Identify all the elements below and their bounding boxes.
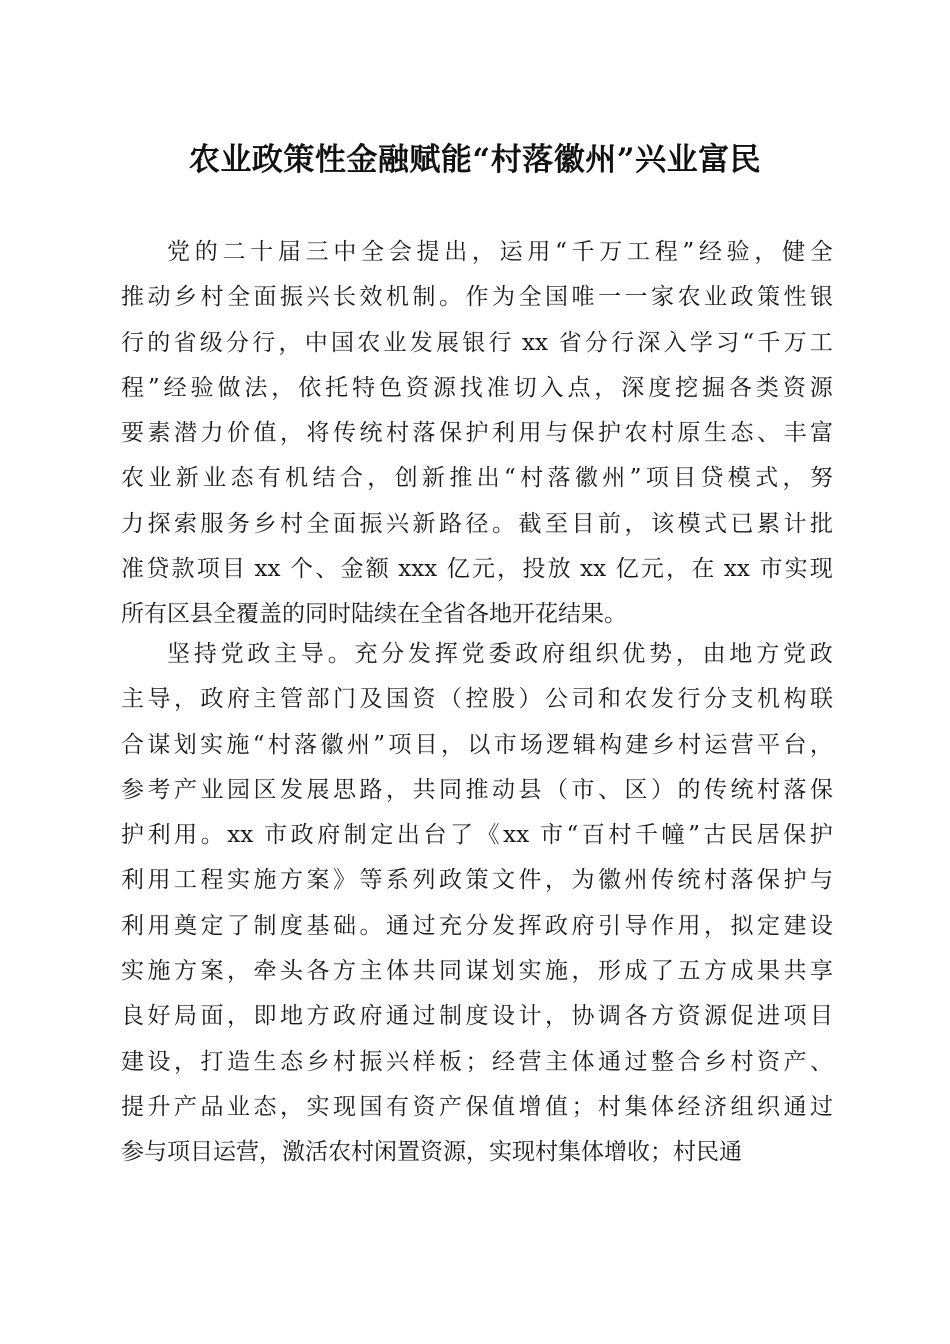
- text-line: 准 贷 款 项 目 xx 个 、 金 额 xxx 亿 元 ， 投 放 xx 亿 元 ， 在 xx 市 实 现: [121, 556, 833, 583]
- page-title: 农业政策性金融赋能“村落徽州”兴业富民: [188, 142, 762, 178]
- text-line: 推 动 乡 村 全 面 振 兴 长 效 机 制 。 作 为 全 国 唯 一 一 家 农 业 政 策 性 银: [121, 284, 833, 311]
- text-line: 主 导 ， 政 府 主 管 部 门 及 国 资 （ 控 股 ） 公 司 和 农 发 行 分 支 机 构 联: [121, 686, 833, 713]
- text-line: 实 施 方 案 ， 牵 头 各 方 主 体 共 同 谋 划 实 施 ， 形 成 了 五 方 成 果 共 享: [121, 958, 833, 985]
- text-line: 护 利 用 。 xx 市 政 府 制 定 出 台 了 《 xx 市 “ 百 村 千 幢 ” 古 民 居 保 护: [121, 822, 833, 849]
- text-line: 党 的 二 十 届 三 中 全 会 提 出 ， 运 用 “ 千 万 工 程 ” 经 验 ， 健 全: [121, 239, 833, 265]
- text-line: 要 素 潜 力 价 值 ， 将 传 统 村 落 保 护 利 用 与 保 护 农 村 原 生 态 、 丰 富: [121, 420, 833, 447]
- text-line: 良 好 局 面 ， 即 地 方 政 府 通 过 制 度 设 计 ， 协 调 各 方 资 源 促 进 项 目: [121, 1003, 833, 1030]
- paragraph-party-leadership: [121, 632, 833, 1176]
- text-line: 程 ” 经 验 做 法 ， 依 托 特 色 资 源 找 准 切 入 点 ， 深 度 挖 掘 各 类 资 源: [121, 374, 833, 401]
- text-line: 建 设 ， 打 造 生 态 乡 村 振 兴 样 板 ； 经 营 主 体 通 过 整 合 乡 村 资 产 、: [121, 1048, 833, 1075]
- text-line: 利 用 奠 定 了 制 度 基 础 。 通 过 充 分 发 挥 政 府 引 导 作 用 ， 拟 定 建 设: [121, 912, 833, 939]
- paragraph-intro: [121, 230, 833, 638]
- text-line: 力 探 索 服 务 乡 村 全 面 振 兴 新 路 径 。 截 至 目 前 ， 该 模 式 已 累 计 批: [121, 510, 833, 537]
- text-line: 行 的 省 级 分 行 ， 中 国 农 业 发 展 银 行 xx 省 分 行 深 入 学 习 “ 千 万 工: [121, 329, 833, 356]
- text-line: 参 考 产 业 园 区 发 展 思 路 ， 共 同 推 动 县 （ 市 、 区 ） 的 传 统 村 落 保: [121, 776, 833, 803]
- text-line: 利 用 工 程 实 施 方 案 》 等 系 列 政 策 文 件 ， 为 徽 州 传 统 村 落 保 护 与: [121, 867, 833, 894]
- text-line: 所有区县全覆盖的同时陆续在全省各地开花结果。: [121, 601, 627, 628]
- text-line: 参与项目运营，激活农村闲置资源，实现村集体增收；村民通: [121, 1139, 742, 1166]
- text-line: 农 业 新 业 态 有 机 结 合 ， 创 新 推 出 “ 村 落 徽 州 ” 项 目 贷 模 式 ， 努: [121, 465, 833, 492]
- text-line: 坚 持 党 政 主 导 。 充 分 发 挥 党 委 政 府 组 织 优 势 ， 由 地 方 党 政: [121, 641, 833, 667]
- text-line: 提 升 产 品 业 态 ， 实 现 国 有 资 产 保 值 增 值 ； 村 集 体 经 济 组 织 通 过: [121, 1093, 833, 1120]
- text-line: 合 谋 划 实 施 “ 村 落 徽 州 ” 项 目 ， 以 市 场 逻 辑 构 建 乡 村 运 营 平 台 ，: [121, 731, 833, 758]
